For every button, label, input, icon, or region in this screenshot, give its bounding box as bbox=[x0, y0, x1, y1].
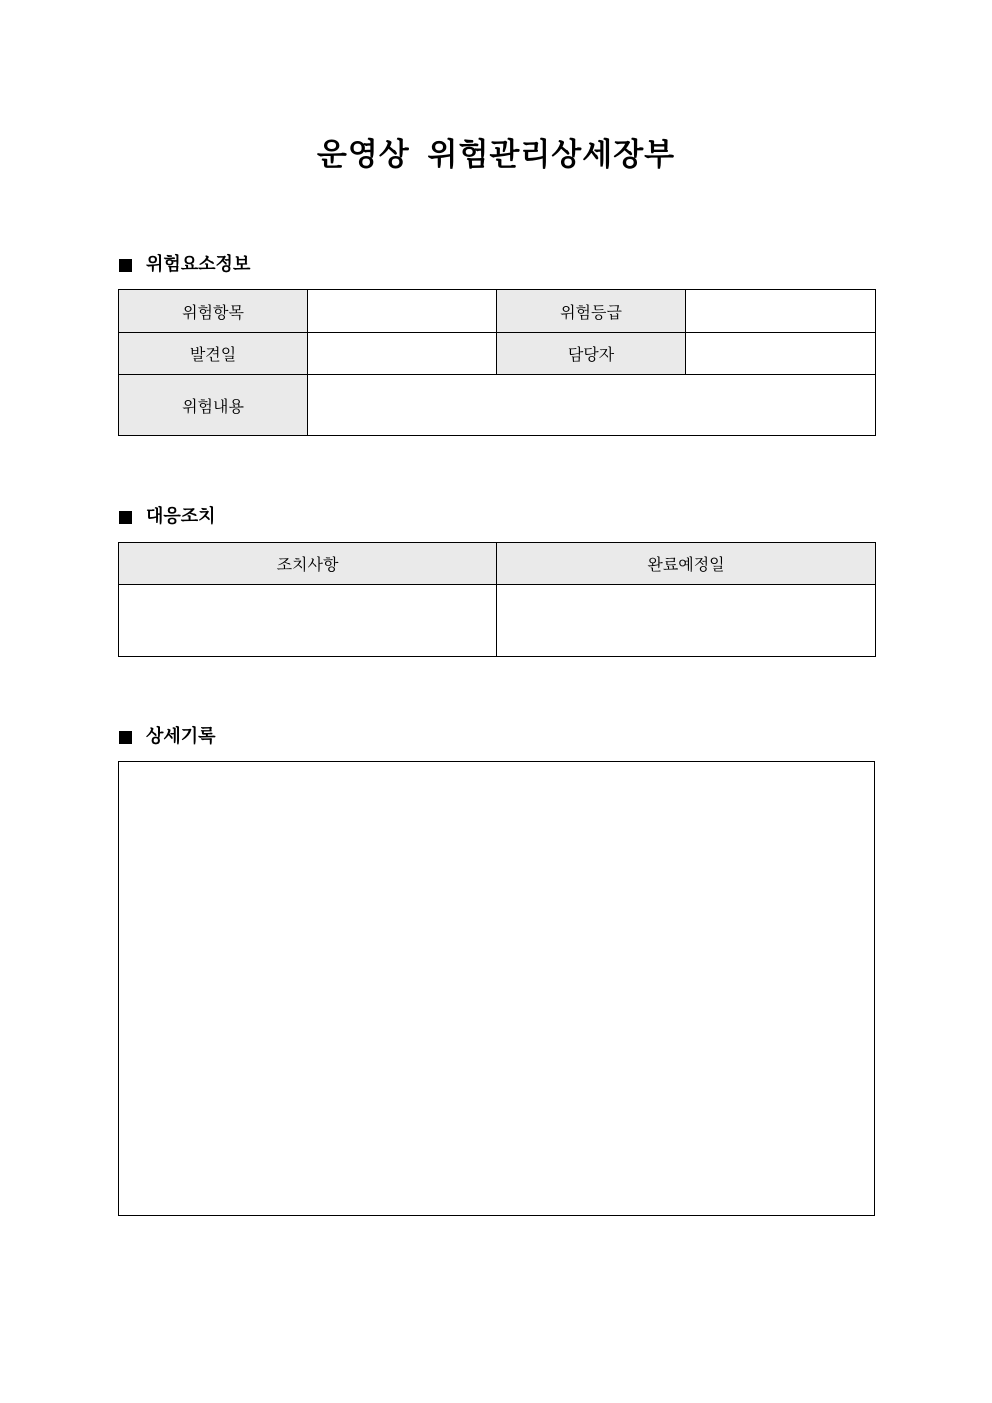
square-bullet-icon bbox=[119, 511, 132, 524]
section-heading-label: 대응조치 bbox=[146, 506, 216, 527]
risk-content-label: 위험내용 bbox=[119, 375, 308, 436]
table-header-row bbox=[119, 543, 876, 585]
table-row bbox=[119, 333, 876, 375]
column-header-action: 조치사항 bbox=[119, 543, 497, 585]
risk-content-field[interactable] bbox=[308, 375, 876, 436]
action-field[interactable] bbox=[119, 585, 497, 657]
risk-item-label: 위험항목 bbox=[119, 290, 308, 333]
risk-grade-field[interactable] bbox=[686, 290, 876, 333]
risk-grade-label: 위험등급 bbox=[497, 290, 686, 333]
discovery-date-field[interactable] bbox=[308, 333, 497, 375]
table-row bbox=[119, 290, 876, 333]
section-heading-label: 위험요소정보 bbox=[146, 254, 251, 275]
section-heading-details bbox=[119, 725, 216, 749]
table-row bbox=[119, 375, 876, 436]
risk-info-table bbox=[118, 289, 876, 436]
person-in-charge-field[interactable] bbox=[686, 333, 876, 375]
response-table bbox=[118, 542, 876, 657]
section-heading-label: 상세기록 bbox=[146, 726, 216, 747]
discovery-date-label: 발견일 bbox=[119, 333, 308, 375]
square-bullet-icon bbox=[119, 731, 132, 744]
section-heading-risk-info bbox=[119, 253, 250, 277]
risk-item-field[interactable] bbox=[308, 290, 497, 333]
detail-record-box[interactable] bbox=[118, 761, 875, 1216]
section-heading-response bbox=[119, 505, 216, 529]
due-date-field[interactable] bbox=[497, 585, 876, 657]
square-bullet-icon bbox=[119, 259, 132, 272]
page-title: 운영상 위험관리상세장부 bbox=[316, 137, 676, 173]
table-row bbox=[119, 585, 876, 657]
person-in-charge-label: 담당자 bbox=[497, 333, 686, 375]
column-header-due-date: 완료예정일 bbox=[497, 543, 876, 585]
